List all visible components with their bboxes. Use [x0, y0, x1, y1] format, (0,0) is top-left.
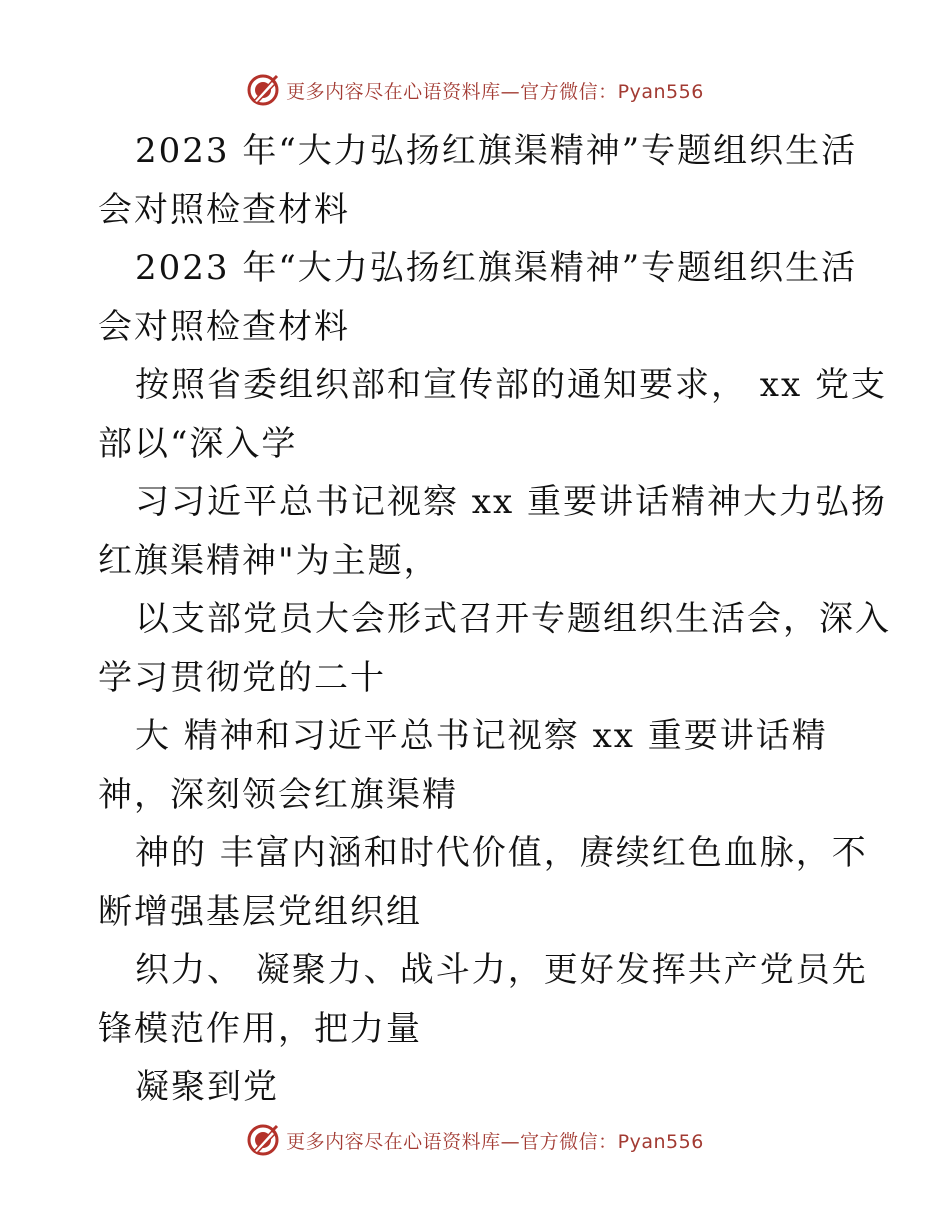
header-watermark: [0, 70, 950, 110]
text-line: 以支部党员大会形式召开专题组织生活会，深入: [135, 599, 891, 639]
text-line: 2023 年“大力弘扬红旗渠精神”专题组织生活: [135, 248, 858, 288]
text-line: 红旗渠精神"为主题，: [98, 540, 440, 581]
pen-logo-icon: [246, 1123, 280, 1157]
text-line: 学习贯彻党的二十: [98, 657, 386, 698]
text-line: 2023 年“大力弘扬红旗渠精神”专题组织生活: [135, 131, 858, 171]
text-line: 锋模范作用，把力量: [98, 1008, 422, 1049]
watermark-group: [246, 1123, 704, 1157]
document-body: [98, 122, 891, 1117]
text-line: 会对照检查材料: [98, 306, 350, 347]
text-line: 神，深刻领会红旗渠精: [98, 774, 458, 815]
watermark-group: [246, 73, 704, 107]
text-line: 神的 丰富内涵和时代价值，赓续红色血脉，不: [135, 833, 868, 873]
text-line: 部以“深入学: [98, 423, 298, 464]
text-line: 会对照检查材料: [98, 189, 350, 230]
text-line: 按照省委组织部和宣传部的通知要求， xx 党支: [135, 365, 887, 405]
text-line: 断增强基层党组织组: [98, 891, 422, 932]
watermark-text: 更多内容尽在心语资料库—官方微信：Pyan556: [286, 1130, 704, 1153]
text-line: 凝聚到党: [135, 1067, 279, 1107]
pen-logo-icon: [246, 73, 280, 107]
watermark-text: 更多内容尽在心语资料库—官方微信：Pyan556: [286, 80, 704, 103]
footer-watermark: [0, 1120, 950, 1160]
text-line: 大 精神和习近平总书记视察 xx 重要讲话精: [135, 716, 828, 756]
text-line: 织力、 凝聚力、战斗力，更好发挥共产党员先: [135, 950, 868, 990]
text-line: 习习近平总书记视察 xx 重要讲话精神大力弘扬: [135, 482, 887, 522]
